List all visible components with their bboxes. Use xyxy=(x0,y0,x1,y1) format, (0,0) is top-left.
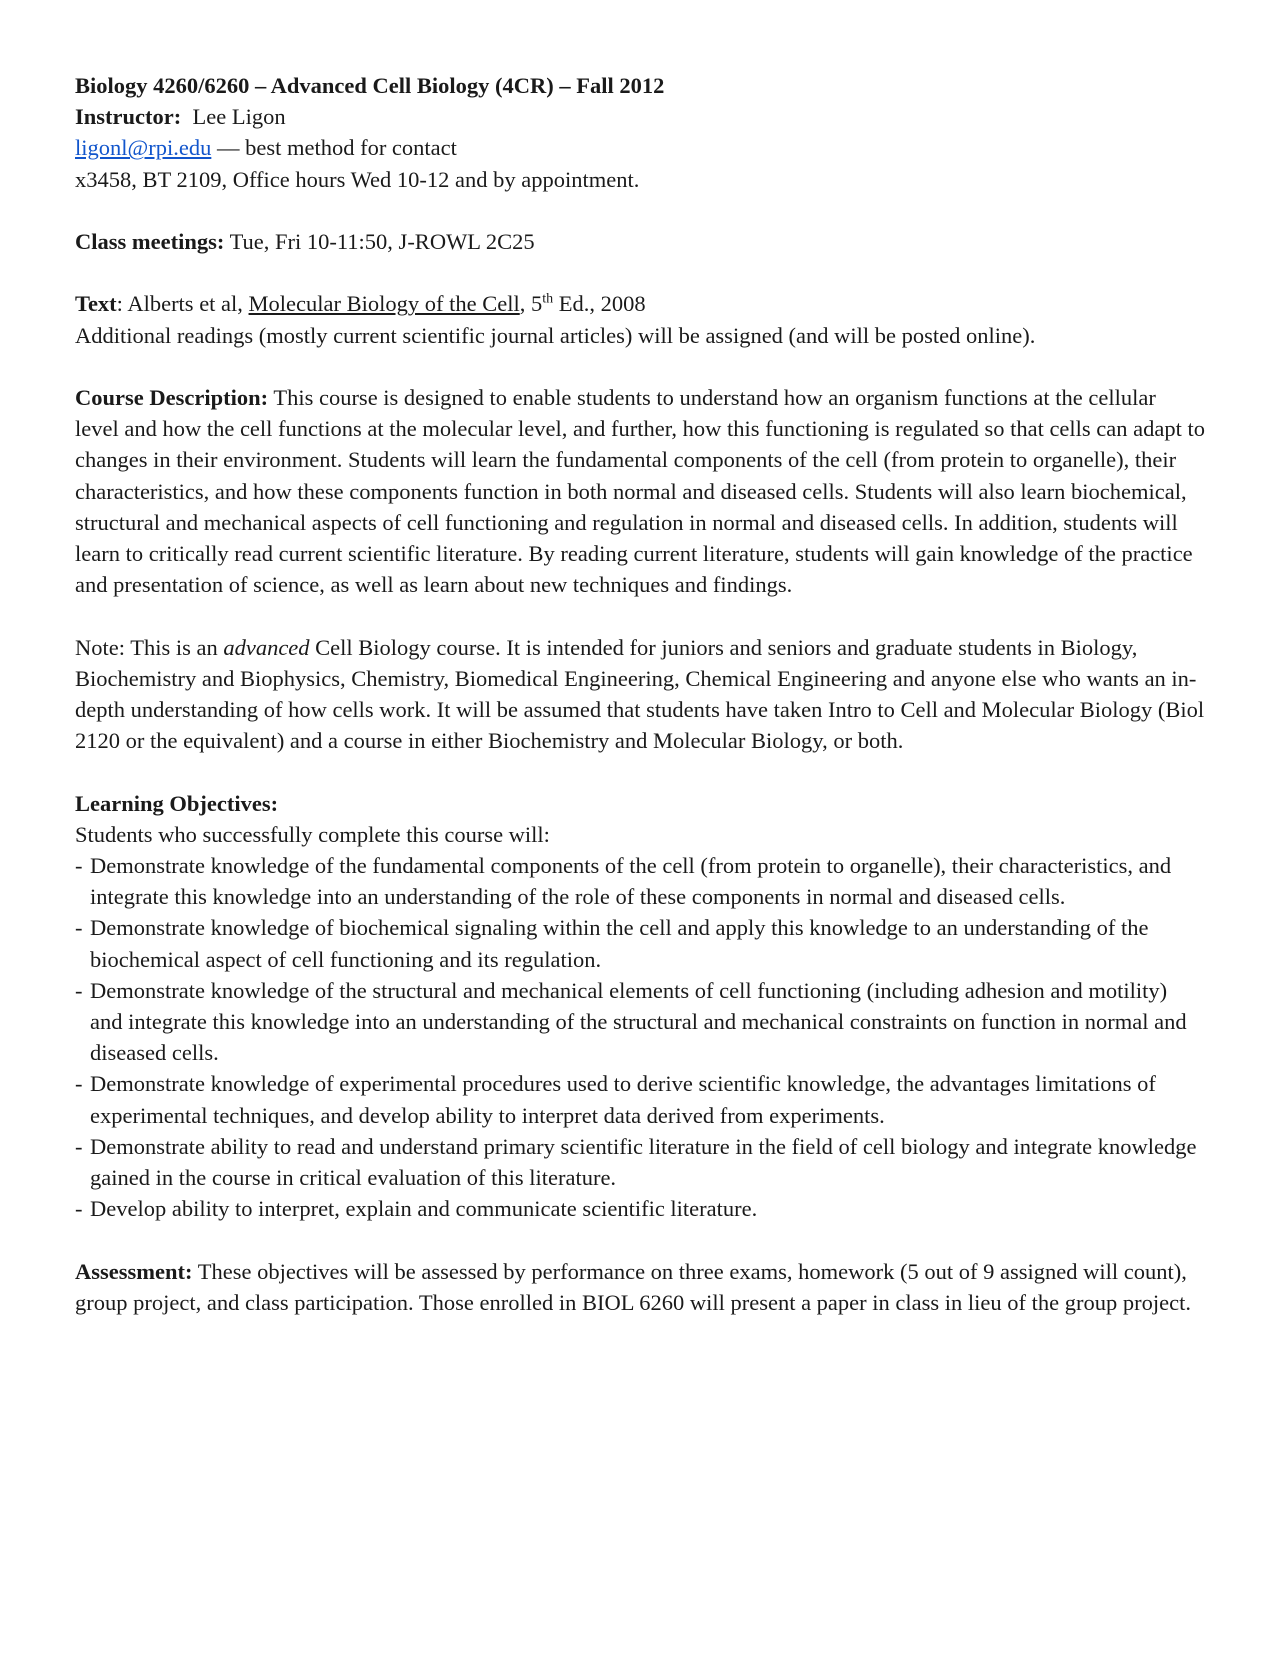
edition-rest: Ed., 2008 xyxy=(558,291,646,317)
bullet-marker: - xyxy=(75,1196,83,1222)
list-item xyxy=(75,1068,1205,1130)
objective-text: Demonstrate knowledge of the fundamental components of the cell (from protein to organelle), their characteristics, and integrate this knowledge into an understanding of the role of these components in normal and diseased cells. xyxy=(90,853,1172,910)
note-after: Cell Biology course. It is intended for juniors and seniors and graduate students in Biology, Biochemistry and Biophysics, Chemistry, Biomedical Engineering, Chemical Engineering and anyone else who wants an in-depth understanding of how cells work. It will be assumed that students have taken Intro to Cell and Molecular Biology (Biol 2120 or the equivalent) and a course in either Biochemistry and Molecular Biology, or both. xyxy=(75,634,1205,754)
course-description xyxy=(75,382,1205,600)
objective-text: Demonstrate knowledge of biochemical signaling within the cell and apply this knowledge to an understanding of the biochemical aspect of cell functioning and its regulation. xyxy=(90,915,1149,972)
assessment-label: Assessment: xyxy=(75,1258,193,1284)
course-description-label: Course Description: xyxy=(75,384,269,410)
edition-number: , 5 xyxy=(519,291,543,317)
learning-objectives-label: Learning Objectives: xyxy=(75,790,279,816)
objective-text: Demonstrate knowledge of the structural and mechanical elements of cell functioning (including adhesion and motility) and integrate this knowledge into an understanding of the structural and mechanical constraints on function in normal and diseased cells. xyxy=(90,977,1187,1066)
objective-text: Demonstrate ability to read and understand primary scientific literature in the field of cell biology and integrate knowledge gained in the course in critical evaluation of this literature. xyxy=(90,1133,1197,1191)
book-title: Molecular Biology of the Cell xyxy=(248,291,520,317)
course-title-line xyxy=(75,70,1205,101)
learning-objectives-intro: Students who successfully complete this course will: xyxy=(75,821,550,847)
learning-objectives-heading xyxy=(75,788,1205,819)
note-before: Note: This is an xyxy=(75,634,218,660)
bullet-marker: - xyxy=(75,853,83,878)
list-item xyxy=(75,850,1205,912)
bullet-marker: - xyxy=(75,1071,83,1097)
bullet-marker: - xyxy=(75,915,83,941)
list-item xyxy=(75,975,1205,1069)
list-item xyxy=(75,912,1205,974)
office-info: x3458, BT 2109, Office hours Wed 10-12 and by appointment. xyxy=(75,166,640,192)
text-label: Text xyxy=(75,291,117,317)
email-link[interactable]: ligonl@rpi.edu xyxy=(75,135,212,161)
text-line xyxy=(75,288,1205,319)
course-title: Biology 4260/6260 – Advanced Cell Biology (4CR) – Fall 2012 xyxy=(75,73,665,98)
instructor-name: Lee Ligon xyxy=(192,104,286,130)
class-meetings-label: Class meetings: xyxy=(75,229,225,254)
syllabus-page xyxy=(75,70,1205,1318)
objective-text: Demonstrate knowledge of experimental procedures used to derive scientific knowledge, the advantages limitations of experimental techniques, and develop ability to interpret data derived from experiments. xyxy=(90,1071,1156,1128)
bullet-marker: - xyxy=(75,1133,83,1159)
list-item xyxy=(75,1193,1205,1224)
course-description-text: This course is designed to enable students to understand how an organism functions at the cellular level and how the cell functions at the molecular level, and further, how this functioning is regulated so that cells can adapt to changes in their environment. Students will learn the fundamental components of the cell (from protein to organelle), their characteristics, and how these components function in both normal and diseased cells. Students will also learn biochemical, structural and mechanical aspects of cell functioning and regulation in normal and diseased cells. In addition, students will learn to critically read current scientific literature. By reading current literature, students will gain knowledge of the practice and presentation of science, as well as learn about new techniques and findings. xyxy=(75,384,1205,598)
course-note xyxy=(75,632,1205,757)
class-meetings-value: Tue, Fri 10-11:50, J-ROWL 2C25 xyxy=(229,229,535,254)
objectives-list xyxy=(75,850,1205,1224)
bullet-marker: - xyxy=(75,977,83,1003)
text-colon: : xyxy=(116,291,123,317)
instructor-label: Instructor: xyxy=(75,104,182,130)
list-item xyxy=(75,1131,1205,1193)
instructor-line xyxy=(75,101,1205,132)
email-note: — best method for contact xyxy=(216,135,457,161)
edition-superscript: th xyxy=(542,291,554,307)
objective-text: Develop ability to interpret, explain and communicate scientific literature. xyxy=(90,1196,758,1222)
email-line xyxy=(75,132,1205,163)
note-emphasis: advanced xyxy=(223,634,310,660)
additional-readings: Additional readings (mostly current scientific journal articles) will be assigned (and will be posted online). xyxy=(75,322,1036,348)
assessment xyxy=(75,1256,1205,1318)
assessment-text: These objectives will be assessed by performance on three exams, homework (5 out of 9 assigned will count), group project, and class participation. Those enrolled in BIOL 6260 will present a paper in class in lieu of the group project. xyxy=(75,1258,1191,1315)
text-authors: Alberts et al, xyxy=(127,291,243,317)
class-meetings-line xyxy=(75,226,1205,257)
